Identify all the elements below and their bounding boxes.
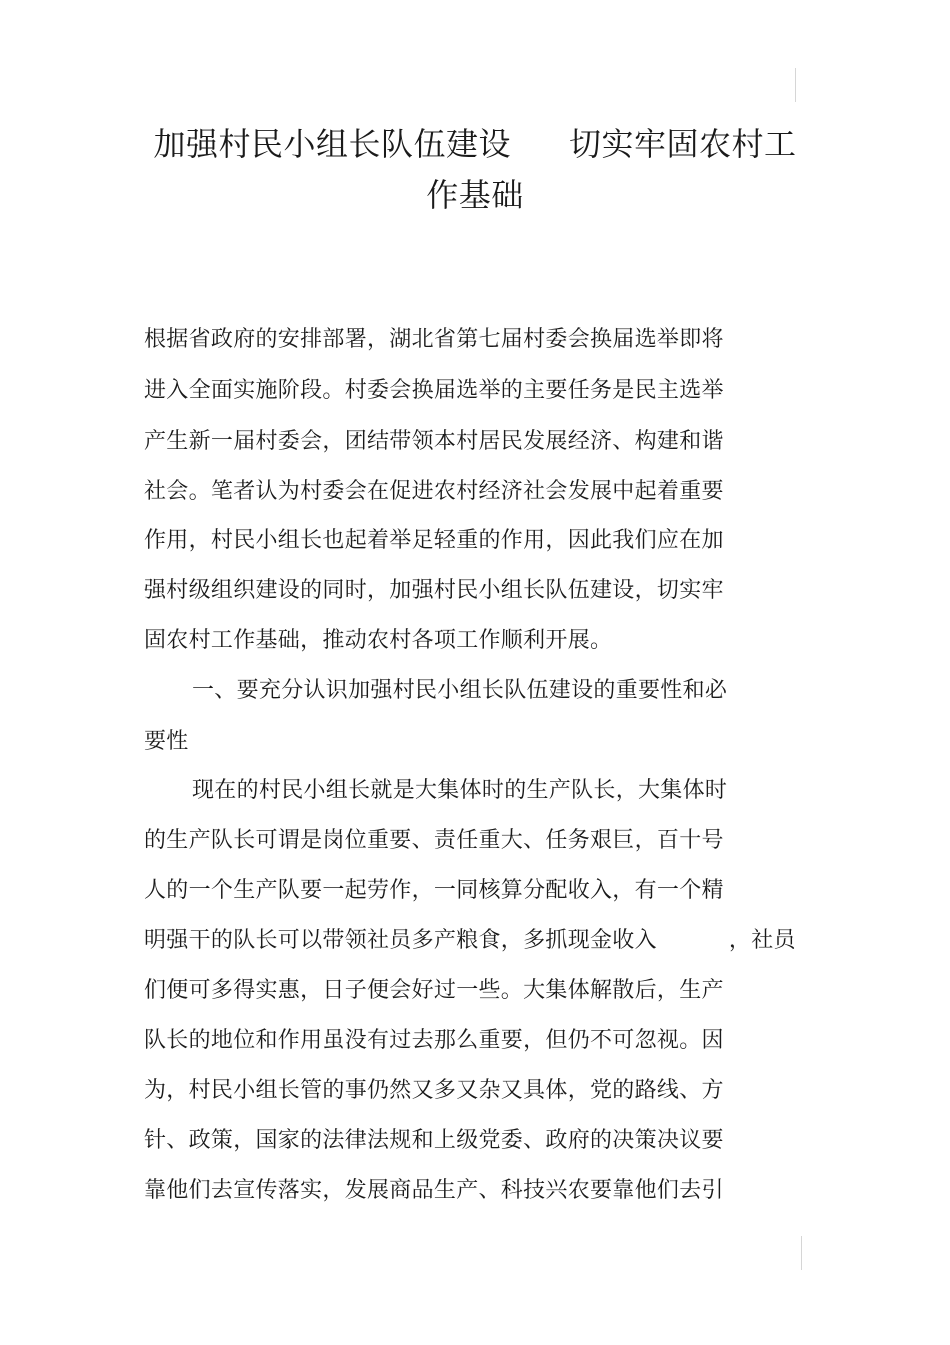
section-heading-line: 要性 [144,729,189,754]
text-line-tail: ，社员 [728,928,796,953]
document-title-line-1 [80,117,870,171]
title-part-2: 切实牢固农村工 [569,125,797,163]
text-line: 进入全面实施阶段。村委会换届选举的主要任务是民主选举 [144,378,724,403]
page-edge-mark-bottom [801,1236,802,1270]
document-title-line-2: 作基础 [426,176,524,214]
text-line: 根据省政府的安排部署，湖北省第七届村委会换届选举即将 [144,327,724,352]
text-line: 人的一个生产队要一起劳作，一同核算分配收入，有一个精 [144,878,724,903]
page-edge-mark-top [795,68,796,102]
text-line [144,926,796,956]
text-line: 们便可多得实惠，日子便会好过一些。大集体解散后，生产 [144,978,724,1003]
text-line: 强村级组织建设的同时，加强村民小组长队伍建设，切实牢 [144,578,724,603]
text-line: 现在的村民小组长就是大集体时的生产队长，大集体时 [192,778,728,803]
text-line: 固农村工作基础，推动农村各项工作顺利开展。 [144,628,613,653]
text-line: 社会。笔者认为村委会在促进农村经济社会发展中起着重要 [144,479,724,504]
title-part-1: 加强村民小组长队伍建设 [153,125,511,163]
text-line: 作用，村民小组长也起着举足轻重的作用，因此我们应在加 [144,528,724,553]
section-heading-line: 一、要充分认识加强村民小组长队伍建设的重要性和必 [192,678,728,703]
text-line: 为，村民小组长管的事仍然又多又杂又具体，党的路线、方 [144,1078,724,1103]
text-line: 靠他们去宣传落实，发展商品生产、科技兴农要靠他们去引 [144,1178,724,1203]
text-line: 的生产队长可谓是岗位重要、责任重大、任务艰巨，百十号 [144,828,724,853]
text-line: 队长的地位和作用虽没有过去那么重要，但仍不可忽视。因 [144,1028,724,1053]
text-line-head: 明强干的队长可以带领社员多产粮食，多抓现金收入 [144,928,657,953]
text-line: 针、政策，国家的法律法规和上级党委、政府的决策决议要 [144,1128,724,1153]
text-line: 产生新一届村委会，团结带领本村居民发展经济、构建和谐 [144,429,724,454]
